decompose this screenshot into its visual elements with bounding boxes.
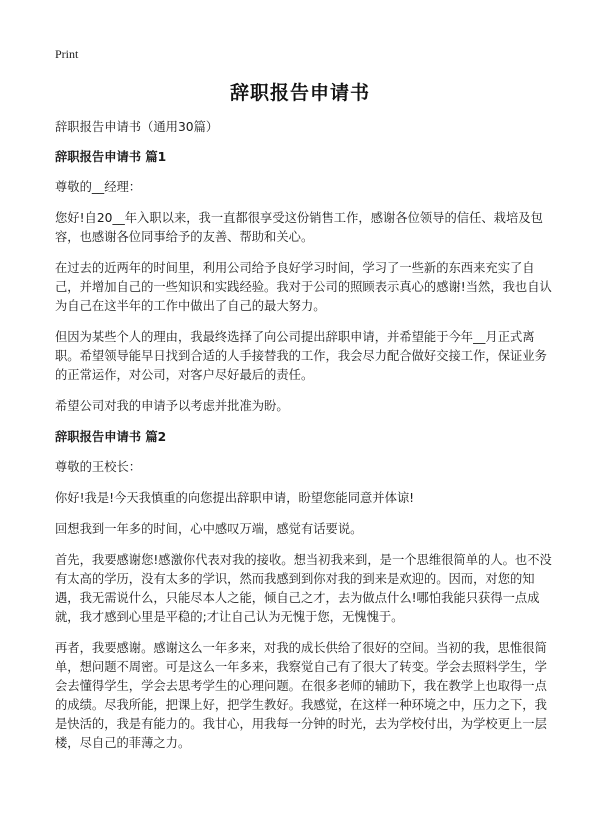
paragraph: 在过去的近两年的时间里，利用公司给予良好学习时间，学习了一些新的东西来充实了自己，并增加自己的一些知识和实践经验。我对于公司的照顾表示真心的感谢!当然，我也自认为自己在这半年的工作中做出了自己的最大努力。: [55, 261, 552, 313]
paragraph: 再者，我要感谢。感谢这么一年多来，对我的成长供给了很好的空间。当初的我，思惟很简单，想问题不周密。可是这么一年多来，我察觉自己有了很大了转变。学会去照料学生，学会去懂得学生，学会去思考学生的心理问题。在很多老师的辅助下，我在教学上也取得一点的成绩。尽我所能，把课上好，把学生教好。我感觉，在这样一种环境之中，压力之下，我是快活的，我是有能力的。我甘心，用我每一分钟的时光，去为学校付出，为学校更上一层楼，尽自己的菲薄之力。: [55, 641, 547, 750]
section-heading-2: 辞职报告申请书 篇2: [55, 430, 167, 444]
paragraph: 回想我到一年多的时间，心中感叹万端，感觉有话要说。: [55, 522, 363, 536]
salutation-1: 尊敬的__经理：: [55, 180, 142, 194]
document-title: 辞职报告申请书: [229, 82, 370, 104]
document-body: [55, 118, 555, 765]
print-link[interactable]: Print: [55, 47, 79, 61]
document-subtitle: 辞职报告申请书（通用30篇）: [55, 120, 219, 134]
paragraph: 希望公司对我的申请予以考虑并批准为盼。: [55, 399, 289, 413]
paragraph: 首先，我要感谢您!感激你代表对我的接收。想当初我来到，是一个思维很简单的人。也不没有太高的学历，没有太多的学识，然而我感到到你对我的到来是欢迎的。因而，对您的知遇，我无需说什么，只能尽本人之能，倾自己之才，去为做点什么!哪怕我能只获得一点成就，我才感到心里是平稳的;才让自己认为无愧于您，无愧愧于。: [55, 553, 552, 624]
paragraph: 您好!自20__年入职以来，我一直都很享受这份销售工作，感谢各位领导的信任、栽培及包容，也感谢各位同事给予的友善、帮助和关心。: [55, 211, 543, 244]
section-heading-1: 辞职报告申请书 篇1: [55, 150, 167, 164]
paragraph: 但因为某些个人的理由，我最终选择了向公司提出辞职申请，并希望能于今年__月正式离职。希望领导能早日找到合适的人手接替我的工作，我会尽力配合做好交接工作，保证业务的正常运作，对公司，对客户尽好最后的责任。: [55, 330, 547, 382]
salutation-2: 尊敬的王校长：: [55, 460, 142, 474]
paragraph: 你好!我是!今天我慎重的向您提出辞职申请，盼望您能同意并体谅!: [55, 491, 415, 505]
